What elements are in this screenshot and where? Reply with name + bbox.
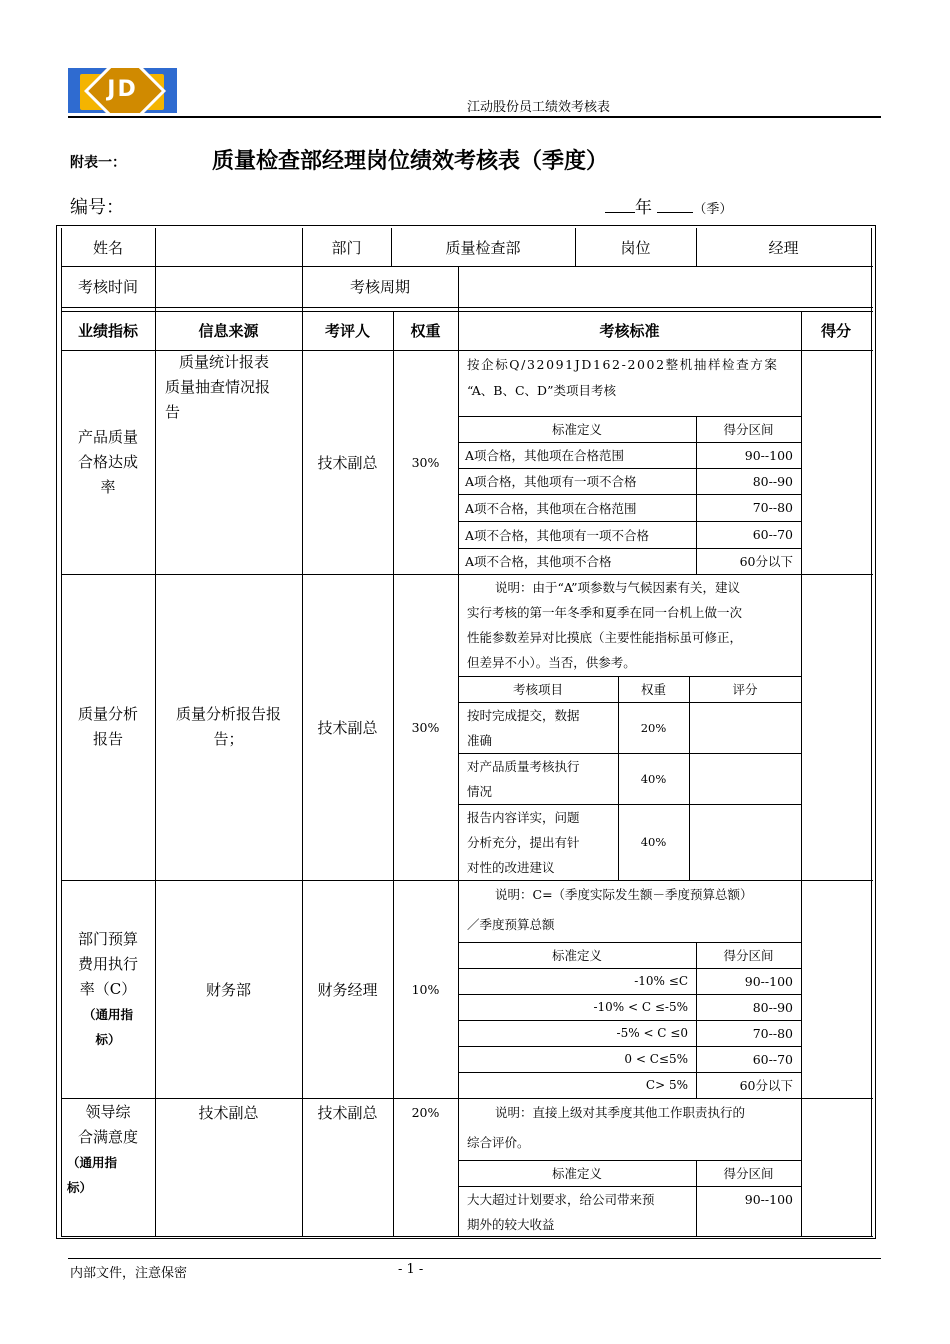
row4-score[interactable]	[801, 1098, 871, 1236]
row2-sub-rating[interactable]	[689, 702, 801, 753]
row3-sub-def: 0 < C≤5%	[624, 1052, 688, 1066]
row3-sub-range: 80--90	[752, 999, 793, 1015]
row1-sub-def: A项合格，其他项在合格范围	[465, 448, 625, 463]
row2-sub-weight: 40%	[640, 771, 667, 786]
document-header-title: 江动股份员工绩效考核表	[466, 100, 610, 115]
col-header-source: 信息来源	[198, 322, 259, 340]
row4-sub-header-range: 得分区间	[723, 1166, 774, 1181]
row1-source: 质量统计报表 质量抽查情况报 告	[165, 353, 271, 421]
row2-description: 说明：由于“A”项参数与气候因素有关，建议 实行考核的第一年冬季和夏季在同一台机上做一次 性能参数差异对比摸底（主要性能指标虽可修正， 但差异不小）。当否，供参考。	[467, 580, 743, 670]
col-header-score: 得分	[820, 322, 851, 340]
page-number: - 1 -	[398, 1262, 424, 1277]
row3-description: 说明：C=（季度实际发生额－季度预算总额） ／季度预算总额	[467, 887, 753, 932]
col-header-standard: 考核标准	[599, 322, 660, 340]
row1-sub-range: 60分以下	[739, 554, 793, 569]
row2-weight: 30%	[411, 719, 440, 735]
row3-sub-def: -10% < C ≤-5%	[593, 1000, 688, 1014]
year-season-line	[605, 193, 732, 218]
name-value[interactable]	[155, 228, 302, 266]
row2-source: 质量分析报告报 告；	[175, 705, 281, 748]
row4-description: 说明：直接上级对其季度其他工作职责执行的 综合评价。	[467, 1105, 746, 1150]
col-header-weight: 权重	[410, 322, 441, 340]
page-title: 质量检查部经理岗位绩效考核表（季度）	[212, 149, 609, 174]
row1-score[interactable]	[801, 350, 871, 574]
row3-sub-def: -5% < C ≤0	[616, 1026, 688, 1040]
row4-sub-range: 90--100	[744, 1191, 793, 1207]
period-value[interactable]	[458, 266, 871, 307]
row4-source: 技术副总	[198, 1103, 259, 1122]
row3-sub-header-range: 得分区间	[723, 948, 774, 963]
dept-value: 质量检查部	[445, 238, 521, 257]
row3-source: 财务部	[205, 980, 251, 999]
row3-sub-range: 60分以下	[739, 1078, 793, 1093]
row2-indicator: 质量分析 报告	[77, 705, 138, 748]
row1-sub-def: A项不合格，其他项不合格	[465, 554, 612, 569]
row3-score[interactable]	[801, 880, 871, 1098]
col-header-evaluator: 考评人	[324, 322, 370, 340]
code-label: 编号：	[70, 197, 124, 218]
row3-indicator: 部门预算 费用执行 率（C） （通用指 标）	[77, 929, 138, 1047]
row3-sub-range: 60--70	[752, 1051, 793, 1067]
row2-sub-header-rating: 评分	[732, 682, 758, 697]
row3-sub-header-definition: 标准定义	[551, 948, 602, 963]
row1-sub-range: 90--100	[744, 447, 793, 463]
time-value[interactable]	[155, 266, 302, 307]
row3-weight: 10%	[411, 981, 440, 997]
row4-indicator: 领导综 合满意度 （通用指 标）	[61, 1098, 155, 1236]
evaluation-table	[56, 225, 876, 1239]
row1-sub-range: 60--70	[752, 527, 793, 542]
row2-sub-weight: 20%	[640, 720, 667, 735]
row2-sub-rating[interactable]	[689, 804, 801, 880]
row1-sub-range: 80--90	[752, 473, 793, 489]
row2-sub-header-weight: 权重	[640, 682, 666, 697]
row4-weight: 20%	[411, 1104, 440, 1120]
row1-sub-header-definition: 标准定义	[551, 422, 602, 437]
row2-sub-item: 对产品质量考核执行 情况	[467, 759, 580, 799]
row1-sub-header-range: 得分区间	[723, 422, 774, 437]
post-value: 经理	[768, 238, 799, 257]
period-label: 考核周期	[349, 278, 410, 296]
time-label: 考核时间	[77, 278, 138, 296]
row1-description: 按企标Q/32091JD162-2002整机抽样检查方案 “A、B、C、D”类项目考核	[467, 357, 779, 398]
row4-sub-header-definition: 标准定义	[551, 1166, 602, 1181]
dept-label: 部门	[331, 238, 362, 257]
header-divider	[68, 116, 881, 118]
row3-sub-range: 70--80	[752, 1025, 793, 1041]
post-label: 岗位	[620, 238, 651, 257]
year-label: 年	[635, 198, 652, 218]
row1-sub-range: 70--80	[752, 500, 793, 515]
row1-indicator: 产品质量 合格达成 率	[77, 427, 138, 496]
year-blank[interactable]	[605, 198, 635, 213]
col-header-indicator: 业绩指标	[77, 322, 138, 340]
row2-evaluator: 技术副总	[317, 718, 378, 737]
season-label: （季）	[693, 202, 733, 217]
row4-evaluator: 技术副总	[317, 1103, 378, 1122]
row4-indicator-note: （通用指	[67, 1155, 118, 1170]
row3-sub-def: C> 5%	[645, 1078, 688, 1092]
row1-sub-def: A项不合格，其他项在合格范围	[465, 500, 637, 516]
season-blank[interactable]	[657, 198, 693, 213]
row1-evaluator: 技术副总	[317, 453, 378, 472]
logo-text: JD	[107, 77, 138, 102]
row2-sub-item: 报告内容详实，问题 分析充分，提出有针 对性的改进建议	[467, 810, 580, 875]
row2-sub-weight: 40%	[640, 835, 667, 849]
name-label: 姓名	[92, 238, 123, 257]
row1-sub-def: A项不合格，其他项有一项不合格	[465, 527, 650, 543]
row2-score[interactable]	[801, 574, 871, 880]
row3-sub-range: 90--100	[744, 973, 793, 989]
row3-indicator-note: （通用指	[82, 1006, 133, 1022]
row3-sub-def: -10% ≤C	[634, 974, 688, 988]
row3-evaluator: 财务经理	[317, 980, 378, 999]
row2-sub-rating[interactable]	[689, 753, 801, 804]
appendix-label: 附表一：	[70, 155, 126, 171]
footer-confidential: 内部文件，注意保密	[70, 1266, 188, 1281]
row1-weight: 30%	[411, 454, 440, 470]
row4-sub-def: 大大超过计划要求，给公司带来预 期外的较大收益	[467, 1192, 655, 1232]
row2-sub-header-item: 考核项目	[512, 682, 563, 697]
row1-sub-def: A项合格，其他项有一项不合格	[465, 474, 637, 489]
footer-divider	[68, 1258, 881, 1259]
row2-sub-item: 按时完成提交，数据 准确	[467, 708, 580, 748]
